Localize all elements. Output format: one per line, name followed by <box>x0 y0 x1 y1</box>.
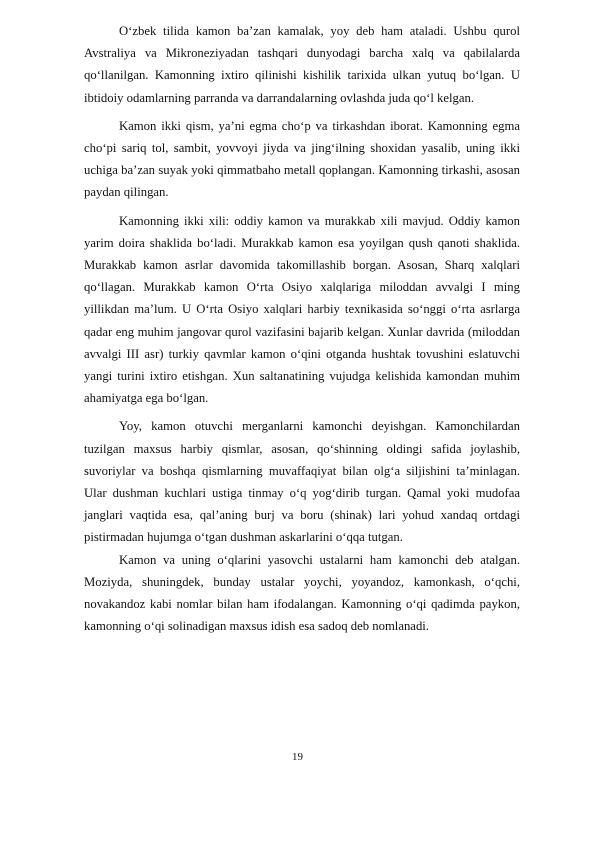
paragraph-kamon-parts: Kamon ikki qism, ya’ni egma cho‘p va tirkashdan iborat. Kamonning egma cho‘pi sariq tol, sambit, yovvoyi jiyda va jing‘ilning shoxidan yasalib, uning ikki uchiga ba’zan suyak yoki qimmatbaho metall qoplangan. Kamonning tirkashi, asosan paydan qilingan. <box>84 118 520 200</box>
page-number: 19 <box>292 751 303 763</box>
paragraph-kamon-intro: O‘zbek tilida kamon ba’zan kamalak, yoy deb ham ataladi. Ushbu qurol Avstraliya va Mikroneziyadan tashqari dunyodagi barcha xalq va qabilalarda qo‘llanilgan. Kamonning ixtiro qilinishi kishilik tarixida ulkan yutuq bo‘lgan. U ibtidoiy odamlarning parranda va darrandalarning ovlashda juda qo‘l kelgan. <box>84 24 520 105</box>
paragraph-kamonchi-archers: Yoy, kamon otuvchi merganlarni kamonchi deyishgan. Kamonchilardan tuzilgan maxsus harbiy qismlar, asosan, qo‘shinning oldingi safida joylashib, suvoriylar va boshqa qismlarning muvaffaqiyat bilan olg‘a siljishini ta’minlagan. Ular dushman kuchlari ustiga tinmay o‘q yog‘dirib turgan. Qamal yoki mudofaa janglari vaqtida esa, qal’aning burj va boru (shinak) lari yohud xandaq ortdagi pistirmadan hujumga o‘tgan dushman askarlarini o‘qqa tutgan. <box>84 419 520 545</box>
document-page <box>84 20 520 643</box>
paragraph-kamon-types: Kamonning ikki xili: oddiy kamon va murakkab xili mavjud. Oddiy kamon yarim doira shaklida bo‘ladi. Murakkab kamon esa yoyilgan qush qanoti shaklida. Murakkab kamon asrlar davomida takomillashib borgan. Asosan, Sharq xalqlari qo‘llagan. Murakkab kamon O‘rta Osiyo xalqlariga miloddan avvalgi I ming yillikdan ma’lum. U O‘rta Osiyo xalqlari harbiy texnikasida so‘nggi o‘rta asrlarga qadar eng muhim jangovar qurol vazifasini bajarib kelgan. Xunlar davrida (miloddan avvalgi III asr) turkiy qavmlar kamon o‘qini otganda hushtak tovushini eslatuvchi yangi turini ixtiro etishgan. Xun saltanatining vujudga kelishida kamondan muhim ahamiyatga ega bo‘lgan. <box>84 213 520 406</box>
paragraph-kamonchi-craftsmen: Kamon va uning o‘qlarini yasovchi ustalarni ham kamonchi deb atalgan. Moziyda, shuningdek, bunday ustalar yoychi, yoyandoz, kamonkash, o‘qchi, novakandoz kabi nomlar bilan ham ifodalangan. Kamonning o‘qi qadimda paykon, kamonning o‘qi solinadigan maxsus idish esa sadoq deb nomlanadi. <box>84 552 520 634</box>
